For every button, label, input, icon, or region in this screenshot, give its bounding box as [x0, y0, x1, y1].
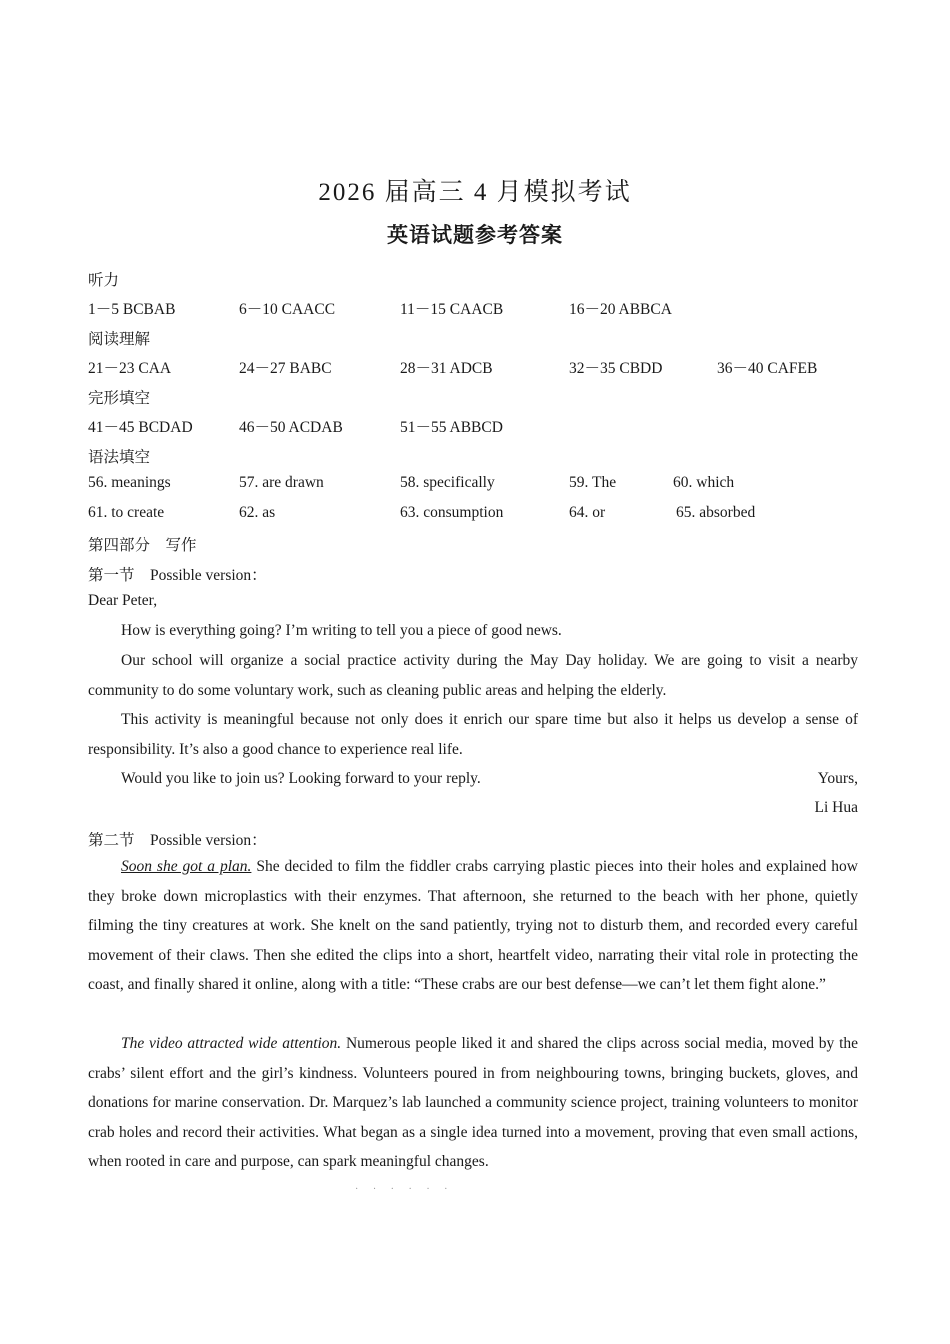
answer-group: 51－55 ABBCD [400, 419, 503, 436]
grammar-answer: 60. which [673, 474, 735, 491]
letter-paragraph: Our school will organize a social practice activity during the May Day holiday. We are going to visit a nearby community to do some voluntary work, such as cleaning public areas and helping the elderly. [88, 652, 858, 699]
writing-part2-label: 第二节 Possible version： [88, 832, 267, 849]
grammar-answer: 58. specifically [400, 474, 495, 491]
paragraph-lead-sentence: The video attracted wide attention. [121, 1035, 342, 1052]
grammar-answer: 56. meanings [88, 474, 171, 491]
grammar-answer: 61. to create [88, 504, 165, 521]
letter-paragraph: How is everything going? I’m writing to tell you a piece of good news. [121, 622, 562, 639]
answer-group: 11－15 CAACB [400, 301, 504, 318]
letter-paragraph: This activity is meaningful because not only does it enrich our spare time but also it helps us develop a sense of responsibility. It’s also a good chance to experience real life. [88, 711, 858, 758]
answer-group: 46－50 ACDAB [239, 419, 343, 436]
paragraph-lead-sentence: Soon she got a plan. [121, 858, 252, 875]
paragraph-body: Numerous people liked it and shared the clips across social media, moved by the crabs’ silent effort and the girl’s kindness. Volunteers poured in from neighbouring towns, bringing buckets, gloves, and donations for marine conservation. Dr. Marquez’s lab launched a community science project, training volunteers to monitor crab holes and record their activities. What began as a single idea turned into a movement, proving that even small actions, when rooted in care and purpose, can spark meaningful changes. [88, 1035, 859, 1170]
answer-group: 36－40 CAFEB [717, 360, 818, 377]
answer-group: 28－31 ADCB [400, 360, 493, 377]
answer-group: 21－23 CAA [88, 360, 172, 377]
answer-group: 16－20 ABBCA [569, 301, 672, 318]
grammar-answer: 57. are drawn [239, 474, 324, 491]
page-title: 2026 届高三 4 月模拟考试 [318, 179, 632, 206]
reading-label: 阅读理解 [88, 331, 151, 348]
answer-group: 41－45 BCDAD [88, 419, 193, 436]
answer-group: 6－10 CAACC [239, 301, 336, 318]
writing-part1-label: 第一节 Possible version： [88, 567, 267, 584]
grammar-answer: 63. consumption [400, 504, 504, 521]
letter-closing: Yours, [817, 770, 858, 787]
continuation-paragraph [88, 1029, 858, 1177]
answer-group: 1－5 BCBAB [88, 301, 176, 318]
answer-group: 24－27 BABC [239, 360, 332, 377]
page-footer-mark: · · · · · · [355, 1184, 454, 1195]
grammar-answer: 59. The [569, 474, 617, 491]
grammar-answer: 64. or [569, 504, 606, 521]
grammar-label: 语法填空 [88, 449, 151, 466]
letter-signature: Li Hua [814, 799, 858, 816]
grammar-answer: 65. absorbed [676, 504, 756, 521]
writing-label: 第四部分 写作 [88, 537, 197, 554]
answer-group: 32－35 CBDD [569, 360, 663, 377]
letter-paragraph: Would you like to join us? Looking forward to your reply. [121, 770, 481, 787]
paragraph-body: She decided to film the fiddler crabs carrying plastic pieces into their holes and explained how they broke down microplastics with their enzymes. That afternoon, she returned to the beach with her phone, quietly filming the tiny creatures at work. She knelt on the sand patiently, trying not to disturb them, and recorded every careful movement of their claws. Then she edited the clips into a short, heartfelt video, narrating their vital role in protecting the coast, and finally shared it online, along with a title: “These crabs are our best defense—we can’t let them fight alone.” [88, 858, 858, 993]
page-subtitle: 英语试题参考答案 [387, 223, 563, 247]
listening-label: 听力 [88, 272, 120, 289]
grammar-answer: 62. as [239, 504, 276, 521]
cloze-label: 完形填空 [88, 390, 151, 407]
letter-salutation: Dear Peter, [88, 592, 158, 609]
continuation-paragraph [88, 852, 858, 1000]
